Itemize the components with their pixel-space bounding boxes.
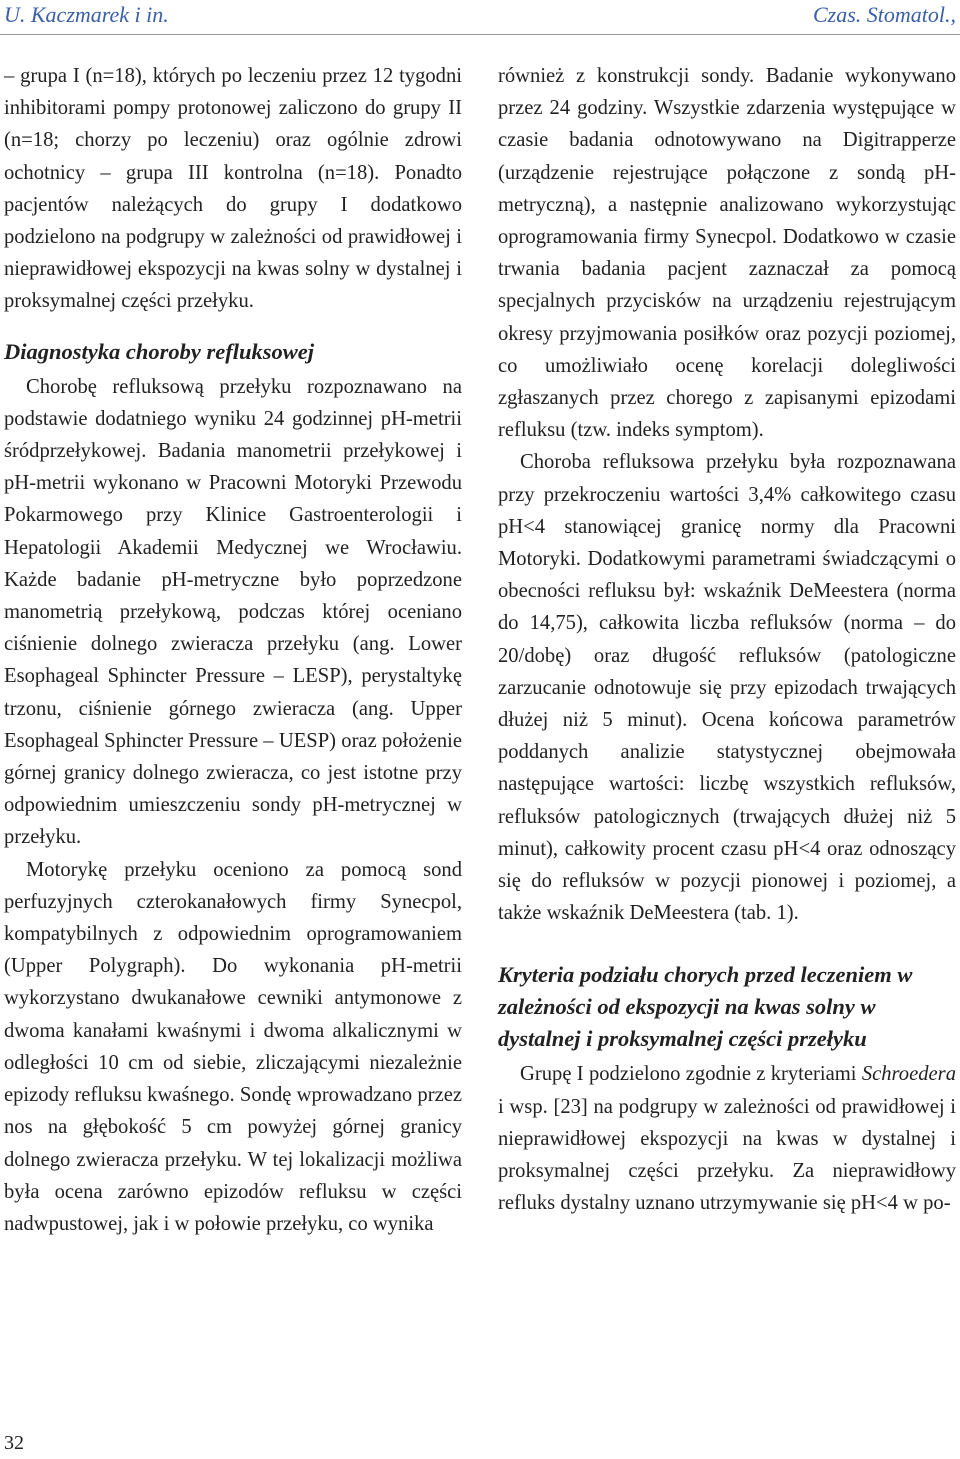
- continued-paragraph: również z konstrukcji sondy. Badanie wykonywano przez 24 godziny. Wszystkie zdarzenia występujące w czasie badania odnotowywano na Digitrapperze (urządzenie rejestrujące połączone z sondą pH-metryczną), a następnie analizowano wykorzystując oprogramowania firmy Synecpol. Dodatkowo w czasie trwania badania pacjent zaznaczał za pomocą specjalnych przycisków na urządzeniu rejestrującym okresy przyjmowania posiłków oraz pozycji poziomej, co umożliwiało ocenę korelacji dolegliwości zgłaszanych przez chorego z zapisanymi epizodami refluksu (tzw. indeks symptom).: [498, 65, 956, 442]
- running-head-journal: Czas. Stomatol.,: [812, 2, 956, 27]
- grouping-paragraph: [498, 1058, 956, 1219]
- header-rule: [0, 34, 960, 35]
- section-heading-criteria: Kryteria podziału chorych przed leczeniem w zależności od ekspozycji na kwas solny w dystalnej i proksymalnej części przełyku: [498, 962, 913, 1052]
- page-number: 32: [4, 1432, 24, 1454]
- author-name: Schroedera: [861, 1063, 956, 1086]
- criteria-paragraph: Choroba refluksowa przełyku była rozpoznawana przy przekroczeniu wartości 3,4% całkowitego czasu pH<4 stanowiącej granicę normy dla Pracowni Motoryki. Dodatkowymi parametrami świadczącymi o obecności refluksu był: wskaźnik DeMeestera (norma do 14,75), całkowita liczba refluksów (norma – do 20/dobę) oraz długość refluksów (patologiczne zarzucanie odnotowuje się przy epizodach trwających dłużej niż 5 minut). Ocena końcowa parametrów poddanych analizie statystycznej obejmowała następujące wartości: liczbę wszystkich refluksów, refluksów patologicznych (trwających dłużej niż 5 minut), całkowity procent czasu pH<4 oraz odnoszący się do refluksów w pozycji pionowej i poziomej, a także wskaźnik DeMeestera (tab. 1).: [498, 451, 956, 925]
- grouping-paragraph-rest: i wsp. [23] na podgrupy w zależności od prawidłowej i nieprawidłowej ekspozycji na kwas w dystalnej i proksymalnej części przełyku. Za nieprawidłowy refluks dystalny uznano utrzymywanie się pH<4 w po-: [498, 1095, 956, 1215]
- running-head-authors: U. Kaczmarek i in.: [4, 2, 169, 27]
- intro-paragraph: – grupa I (n=18), których po leczeniu przez 12 tygodni inhibitorami pompy protonowej zaliczono do grupy II (n=18; chorzy po leczeniu) oraz ogólnie zdrowi ochotnicy – grupa III kontrolna (n=18). Ponadto pacjentów należących do grupy I dodatkowo podzielono na podgrupy w zależności od prawidłowej i nieprawidłowej ekspozycji na kwas solny w dystalnej i proksymalnej części przełyku.: [4, 65, 462, 313]
- left-column: [4, 60, 462, 1240]
- right-column: [498, 60, 956, 1220]
- grouping-paragraph-start: Grupę I podzielono zgodnie z kryteriami: [520, 1063, 862, 1086]
- diagnostics-paragraph-1: Chorobę refluksową przełyku rozpoznawano na podstawie dodatniego wyniku 24 godzinnej pH-metrii śródprzełykowej. Badania manometrii przełykowej i pH-metrii wykonano w Pracowni Motoryki Przewodu Pokarmowego przy Klinice Gastroenterologii i Hepatologii Akademii Medycznej we Wrocławiu. Każde badanie pH-metryczne było poprzedzone manometrią przełykową, podczas której oceniano ciśnienie dolnego zwieracza przełyku (ang. Lower Esophageal Sphincter Pressure – LESP), perystaltykę trzonu, ciśnienie górnego zwieracza (ang. Upper Esophageal Sphincter Pressure – UESP) oraz położenie górnej granicy dolnego zwieracza, co jest istotne przy odpowiednim umieszczeniu sondy pH-metrycznej w przełyku.: [4, 375, 462, 849]
- section-heading-diagnostics: Diagnostyka choroby refluksowej: [4, 338, 315, 364]
- running-head: [0, 2, 960, 30]
- diagnostics-paragraph-2: Motorykę przełyku oceniono za pomocą sond perfuzyjnych czterokanałowych firmy Synecpol, kompatybilnych z odpowiednim oprogramowaniem (Upper Polygraph). Do wykonania pH-metrii wykorzystano dwukanałowe cewniki antymonowe z dwoma kanałami kwaśnymi i dwoma alkalicznymi w odległości 10 cm od siebie, zliczającymi niezależnie epizody refluksu kwaśnego. Sondę wprowadzano przez nos na głębokość 5 cm powyżej górnej granicy dolnego zwieracza przełyku. W tej lokalizacji możliwa była ocena zarówno epizodów refluksu w części nadwpustowej, jak i w połowie przełyku, co wynika: [4, 858, 462, 1235]
